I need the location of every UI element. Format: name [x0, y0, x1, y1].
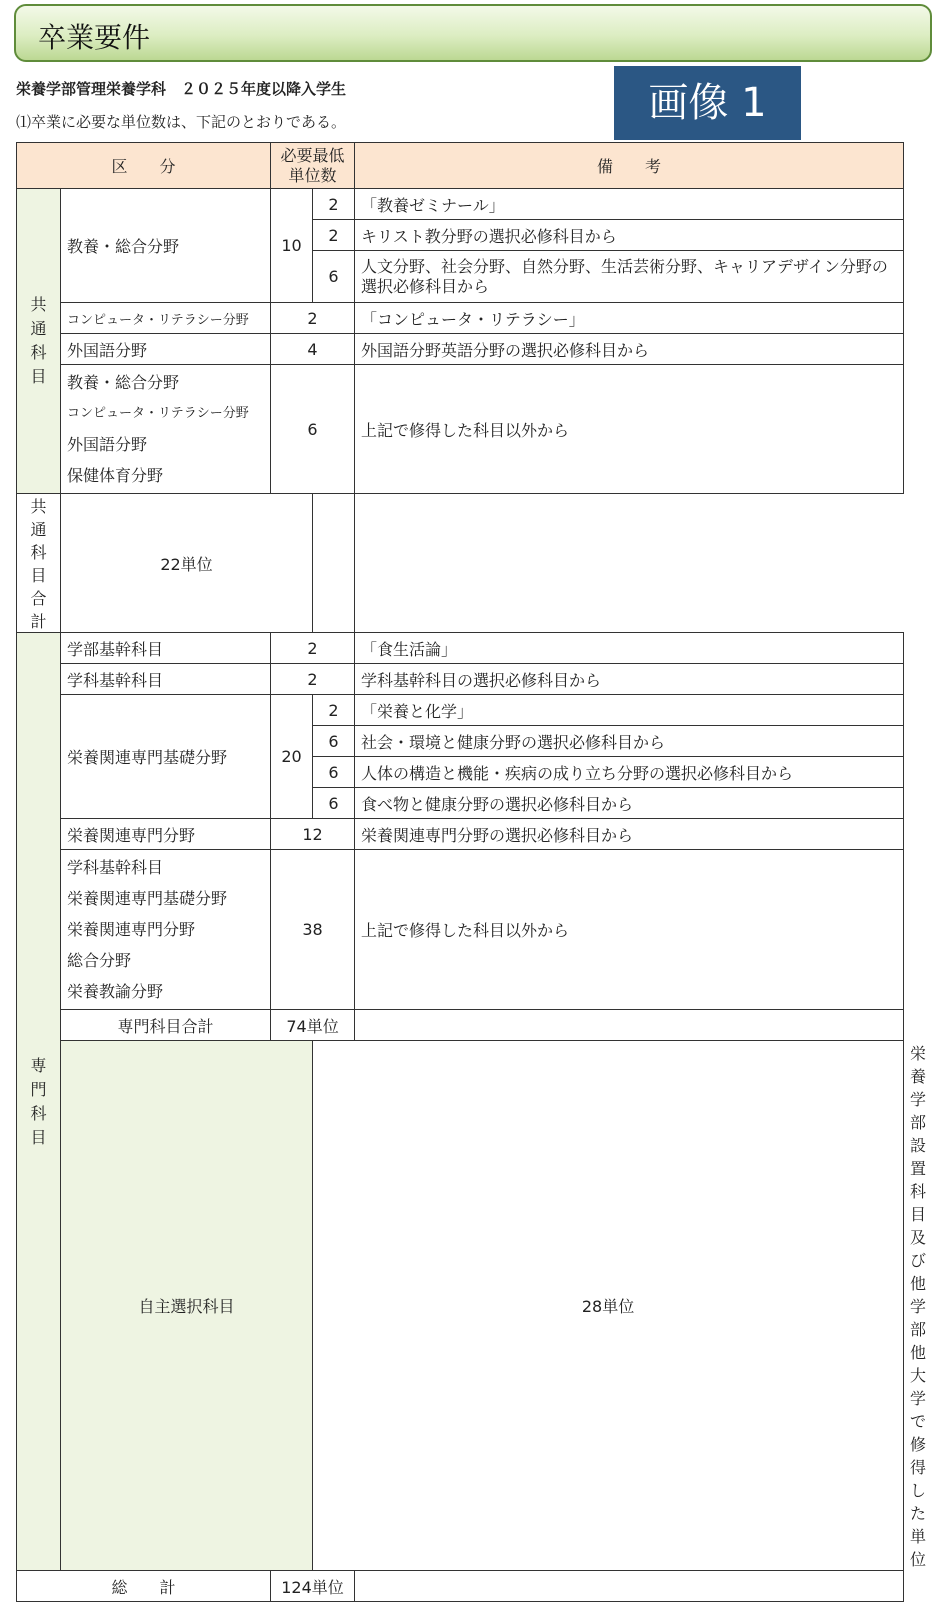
- sub-units: 2: [313, 189, 355, 220]
- subtotal-label: 共通科目合計: [17, 494, 61, 633]
- sub-units: 2: [313, 220, 355, 251]
- table-row: 自主選択科目 28単位 栄養学部設置科目及び他学部他大学で修得した単位: [17, 1041, 904, 1571]
- table-row: [17, 819, 904, 850]
- total-units: 124単位: [271, 1571, 355, 1602]
- sub-remark: 人文分野、社会分野、自然分野、生活芸術分野、キャリアデザイン分野の選択必修科目から: [355, 251, 904, 303]
- row-remark: 「食生活論」: [355, 633, 904, 664]
- requirement-note: ⑴卒業に必要な単位数は、下記のとおりである。: [16, 113, 347, 131]
- sub-units: 2: [313, 695, 355, 726]
- row-remark: 上記で修得した科目以外から: [355, 365, 904, 494]
- row-name-line: 総合分野: [67, 951, 132, 970]
- row-name: 教養・総合分野: [61, 189, 271, 303]
- row-names: [61, 850, 271, 1010]
- group-common: 共通科目: [17, 189, 61, 494]
- elective-units: 28単位: [313, 1041, 904, 1571]
- total-label: 総 計: [17, 1571, 271, 1602]
- sub-remark: 食べ物と健康分野の選択必修科目から: [355, 788, 904, 819]
- row-name: 栄養関連専門基礎分野: [61, 695, 271, 819]
- table-row: [17, 695, 904, 726]
- sub-units: 6: [313, 726, 355, 757]
- row-name: 栄養関連専門分野: [61, 819, 271, 850]
- sub-remark: 「栄養と化学」: [355, 695, 904, 726]
- table-row: [17, 1571, 904, 1602]
- row-name-line: 学科基幹科目: [67, 858, 164, 877]
- row-name: 学部基幹科目: [61, 633, 271, 664]
- subtotal-remark: [313, 494, 355, 633]
- title-banner: [14, 4, 932, 62]
- row-name: コンピュータ・リテラシー分野: [61, 303, 271, 334]
- department-subtitle: 栄養学部管理栄養学科 ２０２５年度以降入学生: [16, 80, 347, 98]
- row-name-line: 栄養教諭分野: [67, 982, 164, 1001]
- row-units: 38: [271, 850, 355, 1010]
- row-name: 学科基幹科目: [61, 664, 271, 695]
- sub-remark: キリスト教分野の選択必修科目から: [355, 220, 904, 251]
- sub-remark: 社会・環境と健康分野の選択必修科目から: [355, 726, 904, 757]
- row-name-line: 栄養関連専門分野: [67, 920, 196, 939]
- page-title: 卒業要件: [38, 21, 151, 54]
- sub-remark: 人体の構造と機能・疾病の成り立ち分野の選択必修科目から: [355, 757, 904, 788]
- row-name-line: コンピュータ・リテラシー分野: [67, 406, 249, 421]
- subtotal-label: 専門科目合計: [61, 1010, 271, 1041]
- row-remark: 上記で修得した科目以外から: [355, 850, 904, 1010]
- group-specialized: 専門科目: [17, 633, 61, 1571]
- row-units: 12: [271, 819, 355, 850]
- sub-units: 6: [313, 788, 355, 819]
- row-units: 2: [271, 303, 355, 334]
- table-row: [17, 633, 904, 664]
- row-name: 外国語分野: [61, 334, 271, 365]
- row-total-units: 10: [271, 189, 313, 303]
- table-header-row: [17, 143, 904, 189]
- row-remark: 栄養関連専門分野の選択必修科目から: [355, 819, 904, 850]
- row-name-line: 教養・総合分野: [67, 373, 180, 392]
- row-units: 2: [271, 633, 355, 664]
- total-remark: [355, 1571, 904, 1602]
- table-row: [17, 334, 904, 365]
- row-remark: 外国語分野英語分野の選択必修科目から: [355, 334, 904, 365]
- table-row: [17, 303, 904, 334]
- header-min-units: 必要最低単位数: [271, 143, 355, 189]
- row-units: 2: [271, 664, 355, 695]
- row-name-line: 外国語分野: [67, 435, 148, 454]
- graduation-requirements-table: [16, 142, 927, 1602]
- row-remark: 「コンピュータ・リテラシー」: [355, 303, 904, 334]
- table-row: [17, 189, 904, 220]
- row-names: [61, 365, 271, 494]
- subtotal-remark: [355, 1010, 904, 1041]
- sub-units: 6: [313, 251, 355, 303]
- row-name-line: 保健体育分野: [67, 466, 164, 485]
- header-remarks: 備 考: [355, 143, 904, 189]
- sub-remark: 「教養ゼミナール」: [355, 189, 904, 220]
- row-units: 4: [271, 334, 355, 365]
- elective-label: 自主選択科目: [61, 1041, 313, 1571]
- subtotal-units: 22単位: [61, 494, 313, 633]
- row-remark: 学科基幹科目の選択必修科目から: [355, 664, 904, 695]
- image-label-badge: 画像 1: [614, 66, 801, 140]
- table-row: [17, 1010, 904, 1041]
- header-category: 区 分: [17, 143, 271, 189]
- table-row: [17, 494, 904, 633]
- table-row: [17, 664, 904, 695]
- row-units: 6: [271, 365, 355, 494]
- subtotal-units: 74単位: [271, 1010, 355, 1041]
- sub-units: 6: [313, 757, 355, 788]
- row-name-line: 栄養関連専門基礎分野: [67, 889, 228, 908]
- row-total-units: 20: [271, 695, 313, 819]
